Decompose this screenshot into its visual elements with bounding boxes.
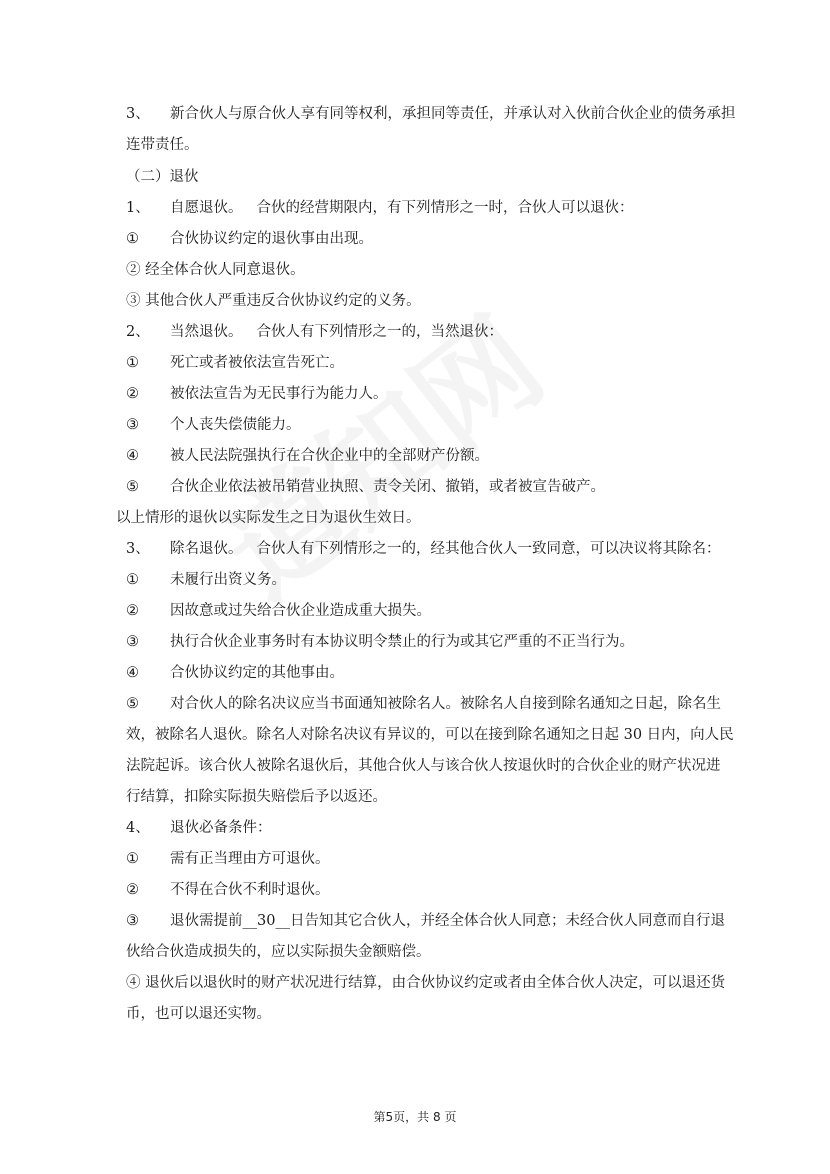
clause: ② 被依法宣告为无民事行为能力人。 (126, 386, 388, 402)
clause-cont: 伙给合伙造成损失的，应以实际损失金额赔偿。 (126, 944, 431, 960)
clause: ④ 合伙协议约定的其他事由。 (126, 665, 344, 681)
clause: ④ 被人民法院强执行在合伙企业中的全部财产份额。 (126, 448, 489, 464)
clause-cont: 币，也可以退还实物。 (126, 1006, 271, 1022)
section-heading-withdrawal: （二）退伙 (126, 169, 199, 185)
item-withdrawal-conditions: 4、 退伙必备条件： (126, 820, 272, 836)
clause: ② 不得在合伙不利时退伙。 (126, 882, 330, 898)
clause: ① 合伙协议约定的退伙事由出现。 (126, 231, 373, 247)
para-3-cont: 连带责任。 (126, 137, 199, 153)
clause: ① 需有正当理由方可退伙。 (126, 851, 330, 867)
clause: ⑤ 对合伙人的除名决议应当书面通知被除名人。被除名人自接到除名通知之日起，除名生 (126, 696, 721, 712)
notice-days: __30__ (242, 913, 290, 929)
clause: ⑤ 合伙企业依法被吊销营业执照、责令关闭、撤销，或者被宣告破产。 (126, 479, 605, 495)
clause: ③ 退伙需提前__30__日告知其它合伙人，并经全体合伙人同意；未经合伙人同意而自行退 (126, 913, 725, 929)
clause: ② 因故意或过失给合伙企业造成重大损失。 (126, 603, 431, 619)
clause: ③ 个人丧失偿债能力。 (126, 417, 301, 433)
clause-cont: 法院起诉。该合伙人被除名退伙后，其他合伙人与该合伙人按退伙时的合伙企业的财产状况进 (126, 758, 721, 774)
clause: ③ 执行合伙企业事务时有本协议明令禁止的行为或其它严重的不正当行为。 (126, 634, 634, 650)
item-expulsion-withdrawal: 3、 除名退伙。 合伙人有下列情形之一的，经其他合伙人一致同意，可以决议将其除名： (126, 541, 721, 557)
para-3: 3、 新合伙人与原合伙人享有同等权利，承担同等责任，并承认对入伙前合伙企业的债务承担 (126, 106, 736, 122)
clause: ① 未履行出资义务。 (126, 572, 286, 588)
clause: ① 死亡或者被依法宣告死亡。 (126, 355, 344, 371)
clause-cont: 效，被除名人退伙。除名人对除名决议有异议的，可以在接到除名通知之日起 30 日内，向人民 (126, 727, 734, 743)
withdrawal-effective-note: 以上情形的退伙以实际发生之日为退伙生效日。 (116, 510, 421, 526)
item-automatic-withdrawal: 2、 当然退伙。 合伙人有下列情形之一的，当然退伙： (126, 324, 503, 340)
clause-cont: 行结算，扣除实际损失赔偿后予以返还。 (126, 789, 387, 805)
clause: ② 经全体合伙人同意退伙。 (126, 262, 305, 278)
document-body (116, 104, 736, 1035)
item-voluntary-withdrawal: 1、 自愿退伙。 合伙的经营期限内，有下列情形之一时，合伙人可以退伙： (126, 200, 634, 216)
clause: ④ 退伙后以退伙时的财产状况进行结算，由合伙协议约定或者由全体合伙人决定，可以退还货 (126, 975, 726, 991)
page-footer: 第5页，共 8 页 (373, 1110, 457, 1124)
clause: ③ 其他合伙人严重违反合伙协议约定的义务。 (126, 293, 421, 309)
